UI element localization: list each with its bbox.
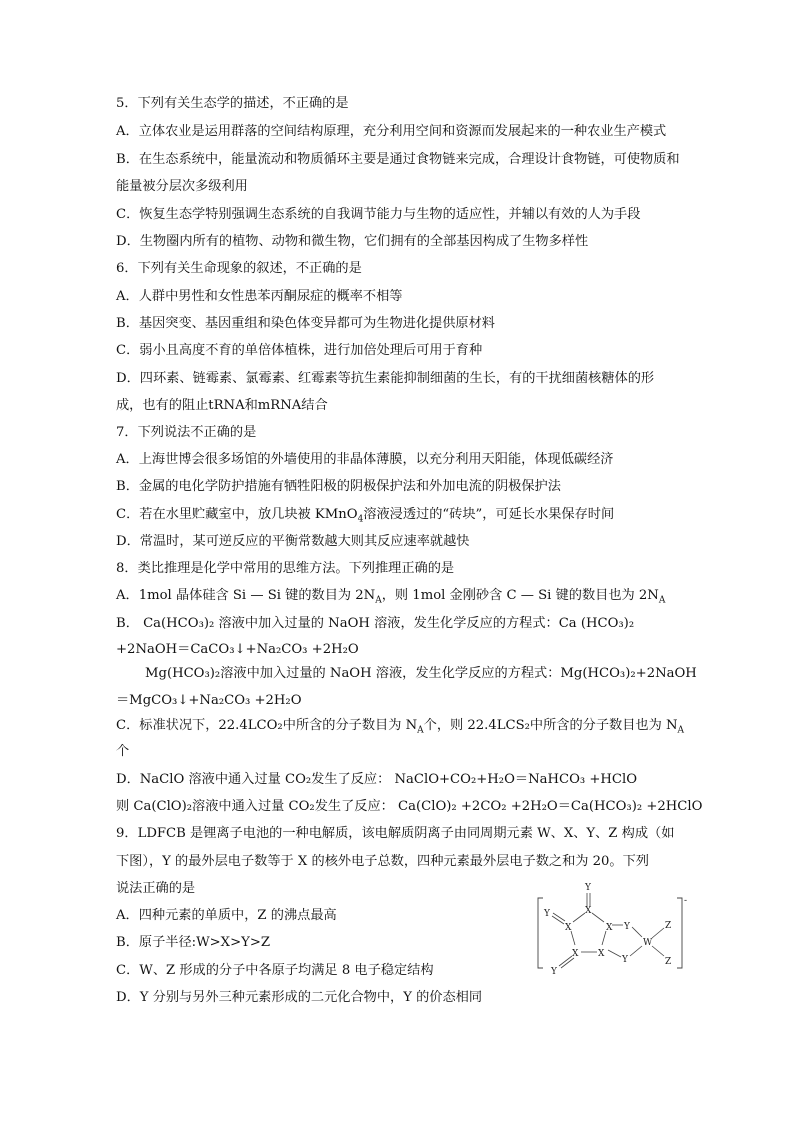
q9-stem-line3: 说法正确的是 bbox=[116, 881, 196, 896]
q8-stem: 8．类比推理是化学中常用的思维方法。下列推理正确的是 bbox=[116, 561, 455, 576]
right-bracket bbox=[677, 898, 682, 968]
atom-y-top: Y bbox=[585, 883, 591, 893]
q6-option-d-cont: 成，也有的阻止tRNA和mRNA结合 bbox=[116, 398, 328, 413]
q8-option-c-cont: 个 bbox=[116, 744, 130, 759]
q7-option-b: B．金属的电化学防护措施有牺牲阳极的阴极保护法和外加电流的阴极保护法 bbox=[116, 479, 561, 494]
left-bracket bbox=[538, 898, 543, 968]
q6-option-c: C．弱小且高度不育的单倍体植株，进行加倍处理后可用于育种 bbox=[116, 343, 483, 358]
q6-stem: 6．下列有关生命现象的叙述，不正确的是 bbox=[116, 261, 362, 276]
atom-x-left: X bbox=[565, 923, 572, 933]
atom-x-bottom-right: X bbox=[598, 949, 605, 959]
q9-stem: 9．LDFCB 是锂离子电池的一种电解质，该电解质阴离子由同周期元素 W、X、Y、Z 构成（如 bbox=[116, 826, 675, 841]
q7-stem: 7．下列说法不正确的是 bbox=[116, 425, 257, 440]
q9-option-d: D．Y 分别与另外三种元素形成的二元化合物中，Y 的价态相同 bbox=[116, 990, 483, 1005]
q6-option-a: A．人群中男性和女性患苯丙酮尿症的概率不相等 bbox=[116, 289, 403, 304]
q8-option-b-line2: +2NaOH＝CaCO₃↓+Na₂CO₃ +2H₂O bbox=[116, 642, 359, 657]
q8-option-d-cont: 则 Ca(ClO)₂溶液中通入过量 CO₂发生了反应： Ca(ClO)₂ +2CO₂ +2H₂O＝Ca(HCO₃)₂ +2HClO bbox=[116, 799, 703, 814]
atom-x-right: X bbox=[606, 923, 613, 933]
q9-stem-line2: 下图），Y 的最外层电子数等于 X 的核外电子总数，四种元素最外层电子数之和为 20。下列 bbox=[116, 854, 649, 869]
q5-option-b-cont: 能量被分层次多级利用 bbox=[116, 179, 248, 194]
q8-option-d: D．NaClO 溶液中通入过量 CO₂发生了反应： NaClO+CO₂+H₂O＝NaHCO₃ +HClO bbox=[116, 772, 638, 787]
q8-option-c: C．标准状况下，22.4LCO₂中所含的分子数目为 $N_A$个，则 22.4LCS₂中所含的分子数目也为 $N_A$ bbox=[116, 718, 685, 736]
q6-option-b: B．基因突变、基因重组和染色体变异都可为生物进化提供原材料 bbox=[116, 316, 495, 331]
q5-option-c: C．恢复生态学特别强调生态系统的自我调节能力与生物的适应性，并辅以有效的人为手段 bbox=[116, 207, 641, 222]
atom-y-right-top: Y bbox=[624, 922, 630, 932]
q8-option-a: A．1mol 晶体硅含 Si — Si 键的数目为 $2N_A$，则 1mol 金刚砂含 C — Si 键的数目也为 $2N_A$ bbox=[116, 588, 666, 606]
q9-option-c: C．W、Z 形成的分子中各原子均满足 8 电子稳定结构 bbox=[116, 963, 434, 978]
atom-z-bottom: Z bbox=[665, 957, 672, 967]
q5-option-a: A．立体农业是运用群落的空间结构原理，充分利用空间和资源而发展起来的一种农业生产模式 bbox=[116, 124, 667, 139]
q5-stem: 5．下列有关生态学的描述，不正确的是 bbox=[116, 96, 349, 111]
q9-option-b: B．原子半径:W>X>Y>Z bbox=[116, 935, 271, 950]
atom-y-bottom: Y bbox=[551, 967, 557, 976]
q9-option-a: A．四种元素的单质中，Z 的沸点最高 bbox=[116, 908, 337, 923]
atom-w: W bbox=[643, 938, 653, 948]
q5-option-b: B．在生态系统中，能量流动和物质循环主要是通过食物链来完成，合理设计食物链，可使物质和 bbox=[116, 152, 680, 167]
atom-z-top: Z bbox=[665, 921, 672, 931]
q8-option-b: B． Ca(HCO₃)₂ 溶液中加入过量的 NaOH 溶液，发生化学反应的方程式：Ca (HCO₃)₂ bbox=[116, 616, 635, 631]
q7-option-c: C．若在水里贮藏室中，放几块被 KMnO$_4$溶液浸透过的“砖块”，可延长水果保存时间 bbox=[116, 507, 615, 525]
q8-option-b-line4: ＝MgCO₃↓+Na₂CO₃ +2H₂O bbox=[116, 693, 302, 708]
q7-option-a: A．上海世博会很多场馆的外墙使用的非晶体薄膜，以充分利用天阳能，体现低碳经济 bbox=[116, 452, 614, 467]
atom-y-right-bottom: Y bbox=[622, 955, 628, 965]
atom-x-bottom-left: X bbox=[572, 949, 579, 959]
q7-option-d: D．常温时，某可逆反应的平衡常数越大则其反应速率就越快 bbox=[116, 534, 470, 549]
atom-x-top: X bbox=[585, 906, 592, 916]
q5-option-d: D．生物圈内所有的植物、动物和微生物，它们拥有的全部基因构成了生物多样性 bbox=[116, 234, 589, 249]
q8-option-b-line3: Mg(HCO₃)₂溶液中加入过量的 NaOH 溶液，发生化学反应的方程式：Mg(HCO₃)₂+2NaOH bbox=[145, 666, 697, 681]
atom-y-left: Y bbox=[544, 909, 550, 919]
charge-label: - bbox=[684, 896, 688, 906]
anion-structure-figure bbox=[534, 880, 690, 976]
q6-option-d: D．四环素、链霉素、氯霉素、红霉素等抗生素能抑制细菌的生长，有的干扰细菌核糖体的形 bbox=[116, 371, 655, 386]
